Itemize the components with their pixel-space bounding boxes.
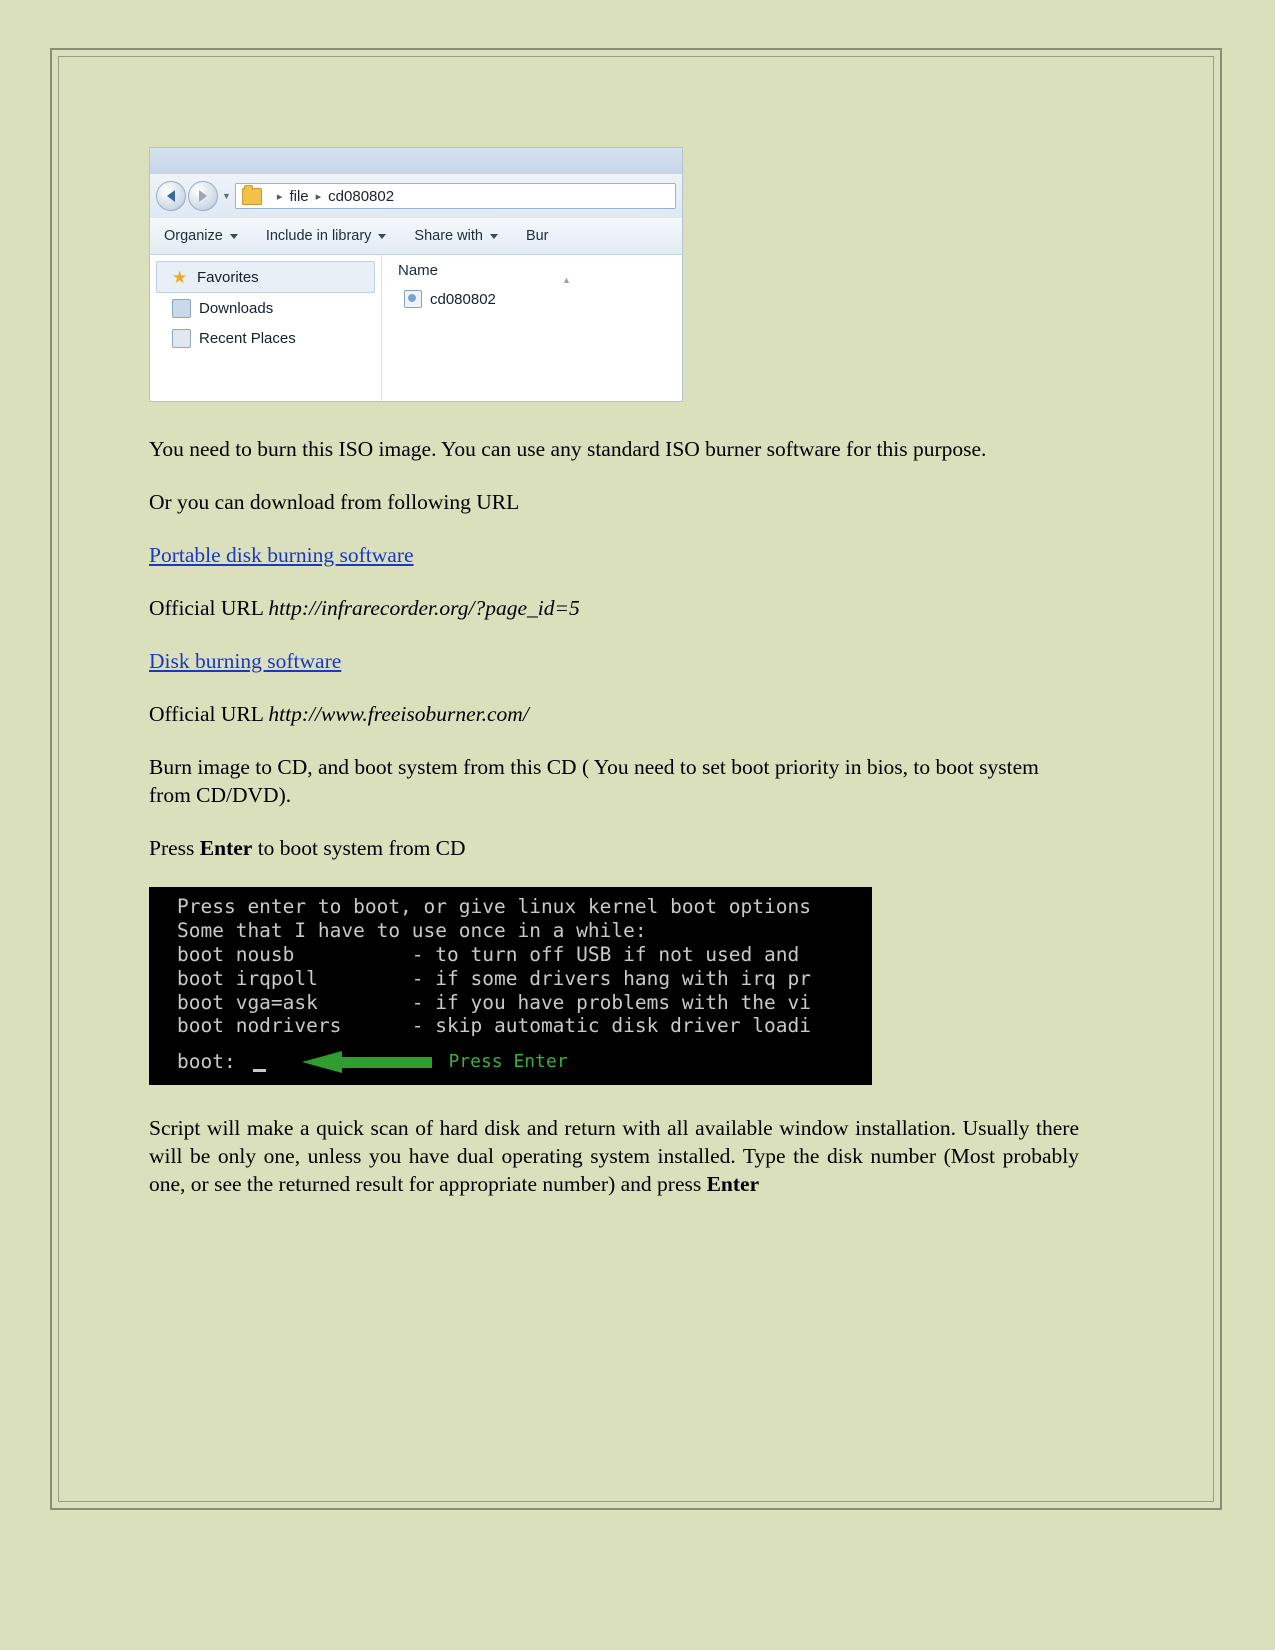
terminal-line: Press enter to boot, or give linux kernel boot options [177, 895, 811, 919]
explorer-titlebar [150, 148, 682, 174]
nav-item-favorites-label: Favorites [197, 268, 259, 286]
document-page [50, 48, 1222, 1510]
official-url-value-2: http://www.freeisoburner.com/ [268, 701, 529, 726]
address-bar[interactable] [235, 183, 676, 209]
nav-item-recent-places[interactable] [150, 323, 381, 353]
terminal-line: Some that I have to use once in a while: [177, 919, 647, 943]
script-scan-enter-key: Enter [706, 1172, 760, 1197]
breadcrumb-separator-icon: ▸ [315, 190, 322, 203]
terminal-boot-prompt: boot: [177, 1049, 248, 1073]
terminal-prompt-row [177, 1050, 568, 1074]
column-header-name-label: Name [398, 261, 439, 279]
sort-ascending-icon: ▲ [562, 275, 571, 285]
chevron-down-icon [378, 234, 386, 239]
press-enter-prefix: Press [149, 835, 200, 860]
arrow-shaft [340, 1057, 432, 1068]
folder-icon [242, 188, 262, 205]
green-arrow-annotation-icon [302, 1051, 432, 1073]
breadcrumb-cd080802[interactable]: cd080802 [328, 187, 395, 205]
paragraph-download-url: Or you can download from following URL [149, 489, 520, 514]
toolbar-share-with-label: Share with [414, 228, 483, 244]
table-row[interactable] [382, 285, 682, 313]
press-enter-key: Enter [199, 835, 253, 860]
link-disk-burning-software[interactable]: Disk burning software [149, 648, 342, 673]
terminal-line: boot irqpoll - if some drivers hang with irq pr [177, 966, 811, 990]
recent-places-icon [172, 329, 191, 348]
toolbar-organize-label: Organize [164, 228, 223, 244]
paragraph-official-url-2 [149, 701, 1079, 729]
chevron-down-icon [490, 234, 498, 239]
iso-disc-icon [404, 290, 422, 308]
explorer-navigation-pane [150, 255, 382, 402]
terminal-line: boot nodrivers - skip automatic disk driver loadi [177, 1014, 811, 1038]
toolbar-organize[interactable] [150, 228, 252, 244]
paragraph-burn-and-boot: Burn image to CD, and boot system from this CD ( You need to set boot priority in bios, to boot system from CD/DVD). [149, 754, 1039, 807]
back-button[interactable] [156, 181, 186, 211]
recent-pages-chevron-icon[interactable]: ▼ [222, 191, 231, 201]
link-portable-disk-burning-software[interactable]: Portable disk burning software [149, 542, 414, 567]
page-inner-border [58, 56, 1214, 1502]
explorer-body [150, 255, 682, 402]
chevron-down-icon [230, 234, 238, 239]
official-url-value-1: http://infrarecorder.org/?page_id=5 [268, 595, 580, 620]
paragraph-burn-iso: You need to burn this ISO image. You can use any standard ISO burner software for this purpose. [149, 437, 987, 461]
forward-arrow-icon [199, 190, 207, 202]
paragraph-link-disk-burning [149, 648, 1079, 676]
paragraph-script-scan [149, 1115, 1079, 1199]
script-scan-text: Script will make a quick scan of hard disk and return with all available window installation. Usually there will be only one, unless you have dual operating system installed. Type the disk number (Most probably one, or see the returned result for appropriate number) and press [149, 1116, 1079, 1197]
explorer-navigation-bar [150, 174, 682, 218]
nav-item-downloads-label: Downloads [199, 299, 274, 317]
page-content [149, 147, 1079, 1224]
boot-terminal-screenshot [149, 887, 872, 1085]
toolbar-include-in-library[interactable] [252, 228, 401, 244]
toolbar-include-in-library-label: Include in library [265, 228, 372, 244]
column-header-name[interactable] [382, 255, 682, 285]
explorer-screenshot [149, 147, 683, 402]
annotation-press-enter: Press Enter [448, 1050, 568, 1072]
file-name-label: cd080802 [430, 290, 496, 308]
back-arrow-icon [167, 190, 175, 202]
press-enter-suffix: to boot system from CD [252, 835, 466, 860]
nav-item-favorites[interactable] [156, 261, 375, 293]
breadcrumb-file[interactable]: file [289, 187, 309, 205]
nav-item-downloads[interactable] [150, 293, 381, 323]
paragraph-press-enter [149, 835, 1079, 863]
terminal-line: boot vga=ask - if you have problems with the vi [177, 990, 811, 1014]
terminal-cursor [253, 1051, 266, 1072]
toolbar-share-with[interactable] [400, 228, 512, 244]
arrow-head [302, 1051, 342, 1073]
downloads-folder-icon [172, 299, 191, 318]
nav-item-recent-places-label: Recent Places [199, 329, 296, 347]
explorer-file-list [382, 255, 682, 402]
forward-button[interactable] [188, 181, 218, 211]
official-url-label-1: Official URL [149, 595, 269, 620]
explorer-toolbar [150, 218, 682, 255]
official-url-label-2: Official URL [149, 701, 269, 726]
terminal-line: boot nousb - to turn off USB if not used and [177, 943, 800, 966]
paragraph-official-url-1 [149, 595, 1079, 623]
paragraph-link-portable [149, 542, 1079, 570]
toolbar-burn[interactable] [512, 228, 563, 244]
toolbar-burn-label: Bur [525, 228, 549, 244]
breadcrumb-separator-icon: ▸ [276, 190, 283, 203]
star-icon: ★ [172, 267, 188, 287]
